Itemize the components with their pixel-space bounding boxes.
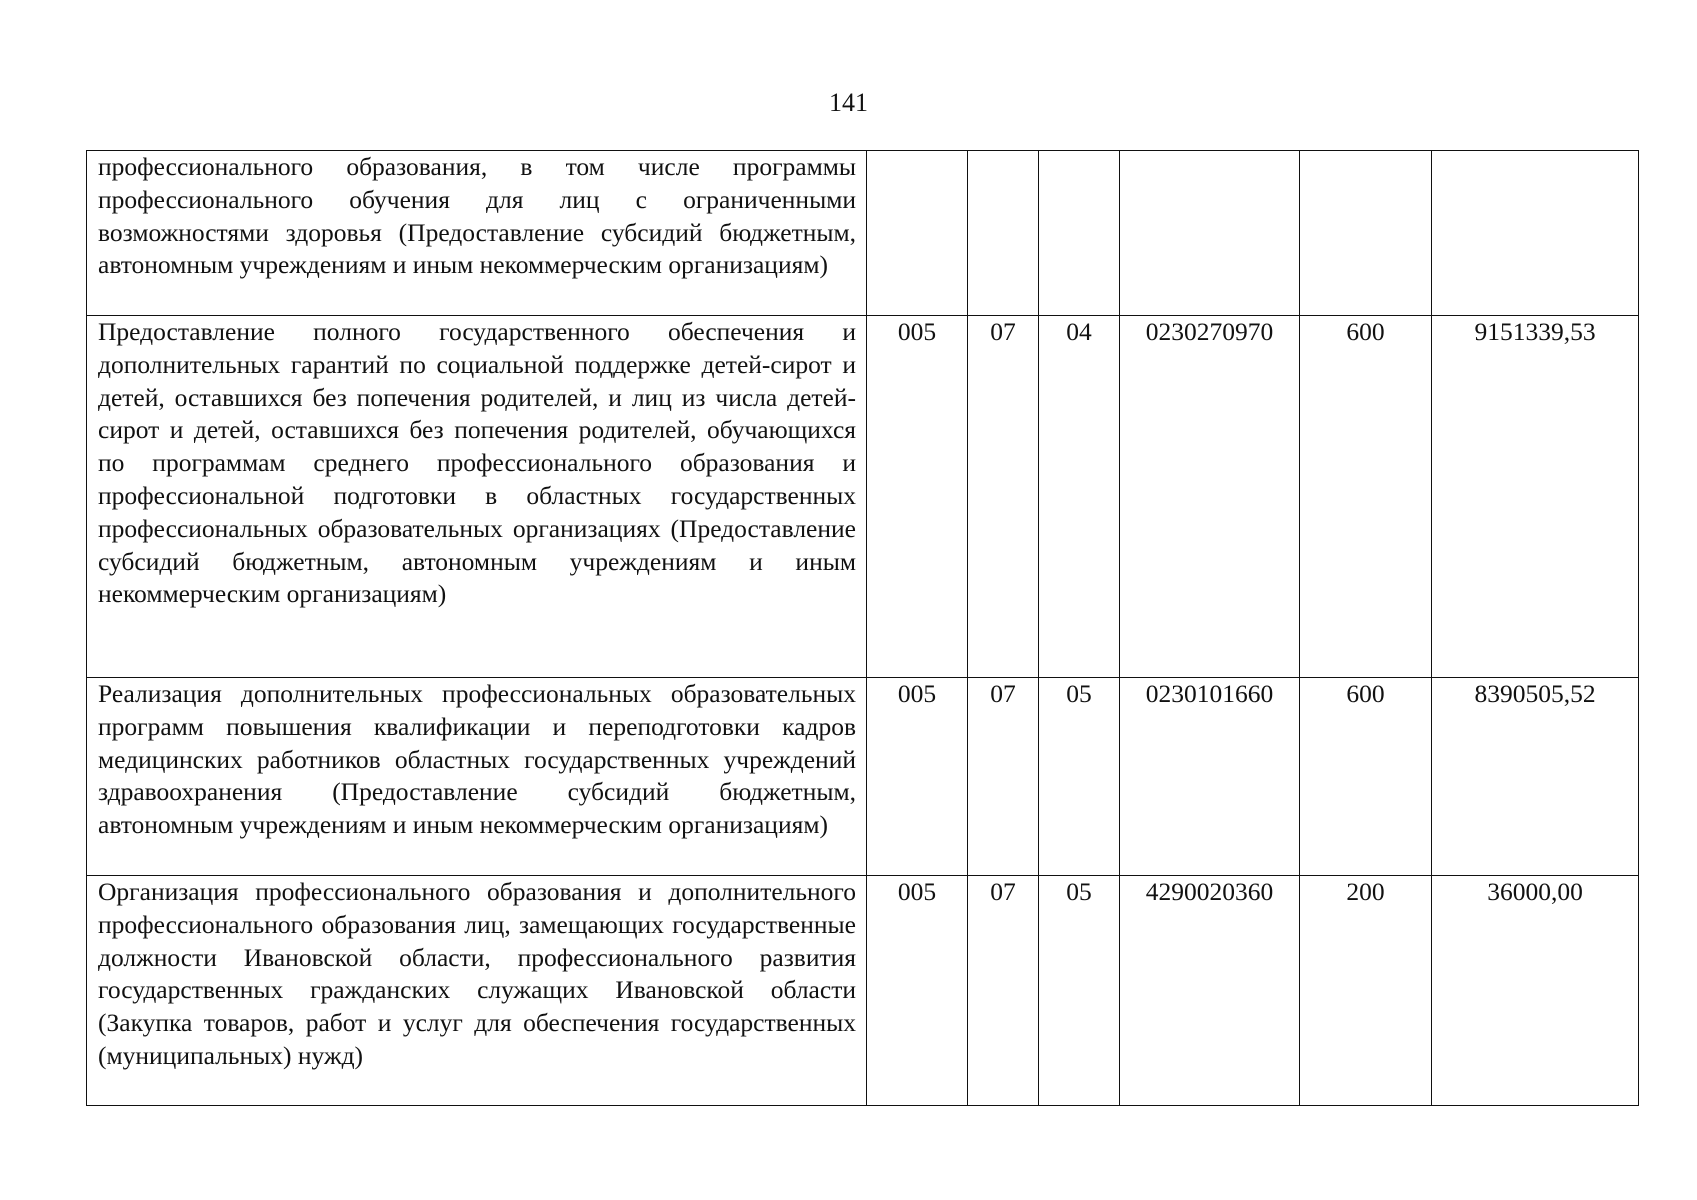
target-article-code: [1120, 151, 1300, 316]
subsection-code: 05: [1039, 876, 1120, 1106]
target-article-code: 0230101660: [1120, 678, 1300, 876]
ministry-code: 005: [867, 316, 968, 678]
ministry-code: [867, 151, 968, 316]
table-row: [87, 316, 1639, 678]
amount: 36000,00: [1432, 876, 1639, 1106]
expense-type-code: 600: [1300, 316, 1432, 678]
expense-type-code: [1300, 151, 1432, 316]
amount: 9151339,53: [1432, 316, 1639, 678]
ministry-code: 005: [867, 876, 968, 1106]
subsection-code: 04: [1039, 316, 1120, 678]
section-code: [968, 151, 1039, 316]
subsection-code: 05: [1039, 678, 1120, 876]
page-number: 141: [829, 88, 868, 117]
target-article-code: 4290020360: [1120, 876, 1300, 1106]
row-description: Организация профессионального образования и дополнительного профессионального образования лиц, замещающих государственные должности Ивановской области, профессионального развития государственных гражданских служащих Ивановской области (Закупка товаров, работ и услуг для обеспечения государственных (муниципальных) нужд): [87, 876, 867, 1106]
amount: [1432, 151, 1639, 316]
table-row: [87, 151, 1639, 316]
table-row: [87, 876, 1639, 1106]
section-code: 07: [968, 316, 1039, 678]
expense-type-code: 200: [1300, 876, 1432, 1106]
ministry-code: 005: [867, 678, 968, 876]
row-description: профессионального образования, в том числе программы профессионального обучения для лиц с ограниченными возможностями здоровья (Предоставление субсидий бюджетным, автономным учреждениям и иным некоммерческим организациям): [87, 151, 867, 316]
row-description: Реализация дополнительных профессиональных образовательных программ повышения квалификации и переподготовки кадров медицинских работников областных государственных учреждений здравоохранения (Предоставление субсидий бюджетным, автономным учреждениям и иным некоммерческим организациям): [87, 678, 867, 876]
table-row: [87, 678, 1639, 876]
subsection-code: [1039, 151, 1120, 316]
expense-type-code: 600: [1300, 678, 1432, 876]
amount: 8390505,52: [1432, 678, 1639, 876]
section-code: 07: [968, 678, 1039, 876]
row-description: Предоставление полного государственного обеспечения и дополнительных гарантий по социальной поддержке детей-сирот и детей, оставшихся без попечения родителей, и лиц из числа детей-сирот и детей, оставшихся без попечения родителей, обучающихся по программам среднего профессионального образования и профессиональной подготовки в областных государственных профессиональных образовательных организациях (Предоставление субсидий бюджетным, автономным учреждениям и иным некоммерческим организациям): [87, 316, 867, 678]
section-code: 07: [968, 876, 1039, 1106]
budget-table: [86, 150, 1639, 1106]
target-article-code: 0230270970: [1120, 316, 1300, 678]
